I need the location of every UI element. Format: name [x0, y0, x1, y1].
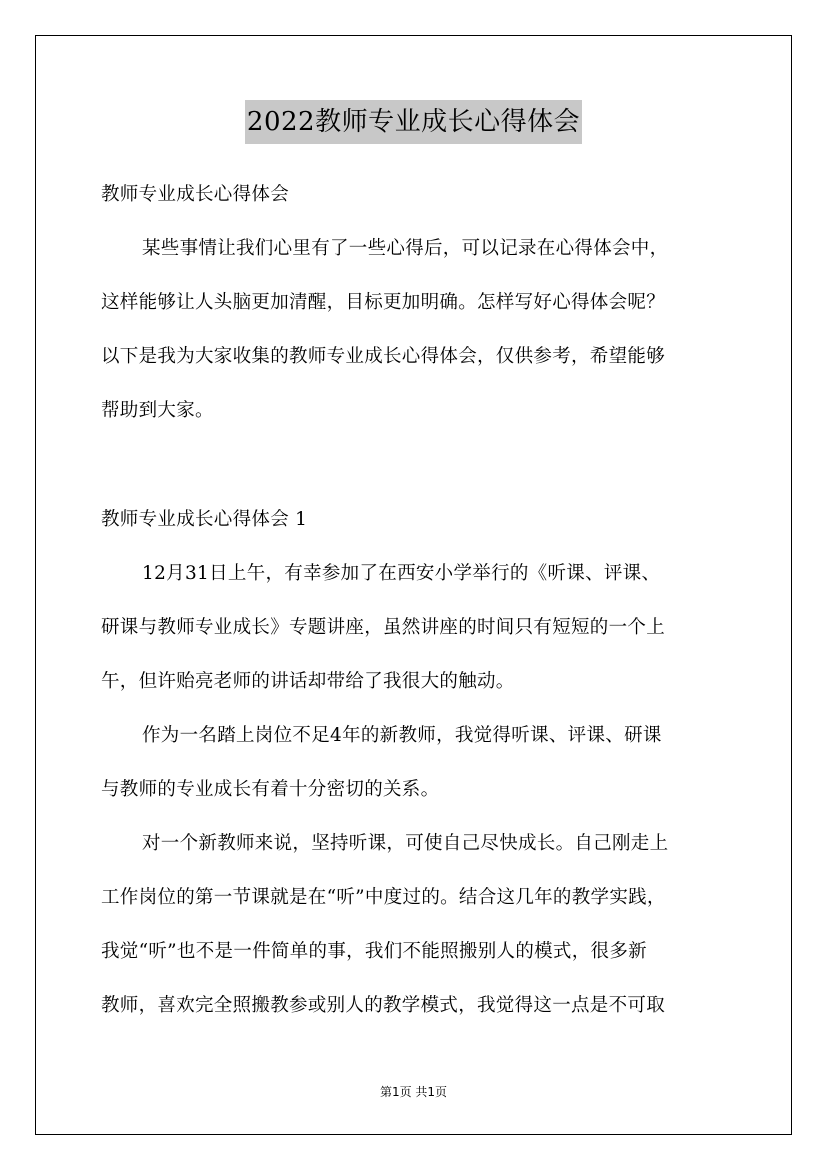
intro-line: 帮助到大家。 — [101, 400, 214, 421]
section-line: 对一个新教师来说，坚持听课，可使自己尽快成长。自己刚走上 — [142, 833, 669, 854]
title-container — [0, 100, 827, 144]
section-line: 12月31日上午，有幸参加了在西安小学举行的《听课、评课、 — [142, 563, 661, 584]
section-heading: 教师专业成长心得体会 1 — [101, 509, 308, 530]
document-title: 2022教师专业成长心得体会 — [245, 100, 582, 144]
section-line: 作为一名踏上岗位不足4年的新教师，我觉得听课、评课、研课 — [142, 725, 662, 746]
doc-heading: 教师专业成长心得体会 — [101, 184, 290, 205]
section-line: 教师，喜欢完全照搬教参或别人的教学模式，我觉得这一点是不可取 — [101, 995, 666, 1016]
intro-line: 以下是我为大家收集的教师专业成长心得体会，仅供参考，希望能够 — [101, 346, 666, 367]
section-line: 我觉“听”也不是一件简单的事，我们不能照搬别人的模式，很多新 — [101, 941, 647, 962]
section-line: 与教师的专业成长有着十分密切的关系。 — [101, 779, 440, 800]
section-line: 午，但许贻亮老师的讲话却带给了我很大的触动。 — [101, 671, 515, 692]
section-line: 工作岗位的第一节课就是在“听”中度过的。结合这几年的教学实践， — [101, 887, 666, 908]
intro-line: 这样能够让人头脑更加清醒，目标更加明确。怎样写好心得体会呢？ — [101, 292, 666, 313]
page-footer: 第1页 共1页 — [379, 1085, 448, 1099]
intro-line: 某些事情让我们心里有了一些心得后，可以记录在心得体会中， — [142, 238, 669, 259]
section-line: 研课与教师专业成长》专题讲座，虽然讲座的时间只有短短的一个上 — [101, 617, 666, 638]
